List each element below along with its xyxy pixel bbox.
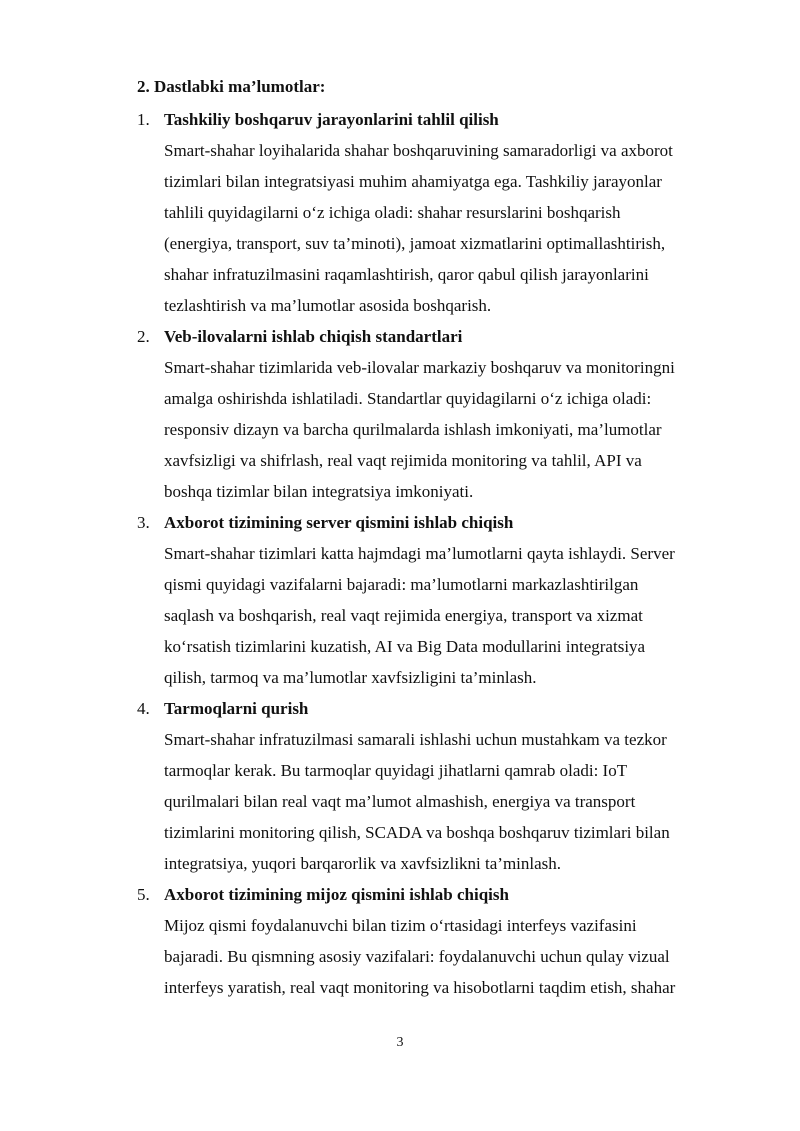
text-line: qurilmalari bilan real vaqt ma’lumot almashish, energiya va transport — [164, 792, 636, 811]
item-paragraph — [164, 538, 739, 693]
item-number: 3. — [137, 513, 150, 532]
text-line: ko‘rsatish tizimlarini kuzatish, AI va Big Data modullarini integratsiya — [164, 637, 646, 656]
item-title: Axborot tizimining server qismini ishlab chiqish — [164, 513, 514, 532]
text-line: saqlash va boshqarish, real vaqt rejimida energiya, transport va xizmat — [164, 606, 643, 625]
text-line: amalga oshirishda ishlatiladi. Standartlar quyidagilarni o‘z ichiga oladi: — [164, 389, 652, 408]
text-line: boshqa tizimlar bilan integratsiya imkoniyati. — [164, 482, 474, 501]
text-line: tezlashtirish va ma’lumotlar asosida boshqarish. — [164, 296, 492, 315]
text-line: shahar infratuzilmasini raqamlashtirish, qaror qabul qilish jarayonlarini — [164, 265, 649, 284]
text-line: tahlili quyidagilarni o‘z ichiga oladi: shahar resurslarini boshqarish — [164, 203, 621, 222]
text-line: interfeys yaratish, real vaqt monitoring va hisobotlarni taqdim etish, shahar — [164, 978, 676, 997]
text-line: bajaradi. Bu qismning asosiy vazifalari: foydalanuvchi uchun qulay vizual — [164, 947, 670, 966]
text-line: xavfsizligi va shifrlash, real vaqt rejimida monitoring va tahlil, API va — [164, 451, 642, 470]
item-paragraph — [164, 352, 739, 507]
item-number: 1. — [137, 110, 150, 129]
text-line: qilish, tarmoq va ma’lumotlar xavfsizligini ta’minlash. — [164, 668, 537, 687]
item-title: Axborot tizimining mijoz qismini ishlab chiqish — [164, 885, 509, 904]
item-paragraph — [164, 910, 739, 1003]
section-title: 2. Dastlabki ma’lumotlar: — [137, 77, 326, 96]
text-line: qismi quyidagi vazifalarni bajaradi: ma’lumotlarni markazlashtirilgan — [164, 575, 639, 594]
text-line: Mijoz qismi foydalanuvchi bilan tizim o‘rtasidagi interfeys vazifasini — [164, 916, 637, 935]
text-line: tarmoqlar kerak. Bu tarmoqlar quyidagi jihatlarni qamrab oladi: IoT — [164, 761, 628, 780]
text-line: Smart-shahar tizimlarida veb-ilovalar markaziy boshqaruv va monitoringni — [164, 358, 675, 377]
list-item — [137, 321, 737, 507]
text-line: (energiya, transport, suv ta’minoti), jamoat xizmatlarini optimallashtirish, — [164, 234, 666, 253]
text-line: responsiv dizayn va barcha qurilmalarda ishlash imkoniyati, ma’lumotlar — [164, 420, 662, 439]
item-title: Tashkiliy boshqaruv jarayonlarini tahlil qilish — [164, 110, 499, 129]
list-item — [137, 879, 737, 1003]
item-number: 5. — [137, 885, 150, 904]
text-line: integratsiya, yuqori barqarorlik va xavfsizlikni ta’minlash. — [164, 854, 562, 873]
list-item — [137, 507, 737, 693]
item-paragraph — [164, 724, 739, 879]
item-title: Veb-ilovalarni ishlab chiqish standartlari — [164, 327, 463, 346]
text-line: Smart-shahar tizimlari katta hajmdagi ma’lumotlarni qayta ishlaydi. Server — [164, 544, 675, 563]
item-number: 4. — [137, 699, 150, 718]
list-item — [137, 693, 737, 879]
text-line: Smart-shahar infratuzilmasi samarali ishlashi uchun mustahkam va tezkor — [164, 730, 667, 749]
page-number: 3 — [396, 1035, 404, 1050]
item-title: Tarmoqlarni qurish — [164, 699, 309, 718]
text-line: Smart-shahar loyihalarida shahar boshqaruvining samaradorligi va axborot — [164, 141, 673, 160]
text-line: tizimlari bilan integratsiyasi muhim ahamiyatga ega. Tashkiliy jarayonlar — [164, 172, 662, 191]
text-line: tizimlarini monitoring qilish, SCADA va boshqa boshqaruv tizimlari bilan — [164, 823, 670, 842]
numbered-list — [137, 104, 737, 1003]
item-number: 2. — [137, 327, 150, 346]
list-item — [137, 104, 737, 321]
item-paragraph — [164, 135, 739, 321]
